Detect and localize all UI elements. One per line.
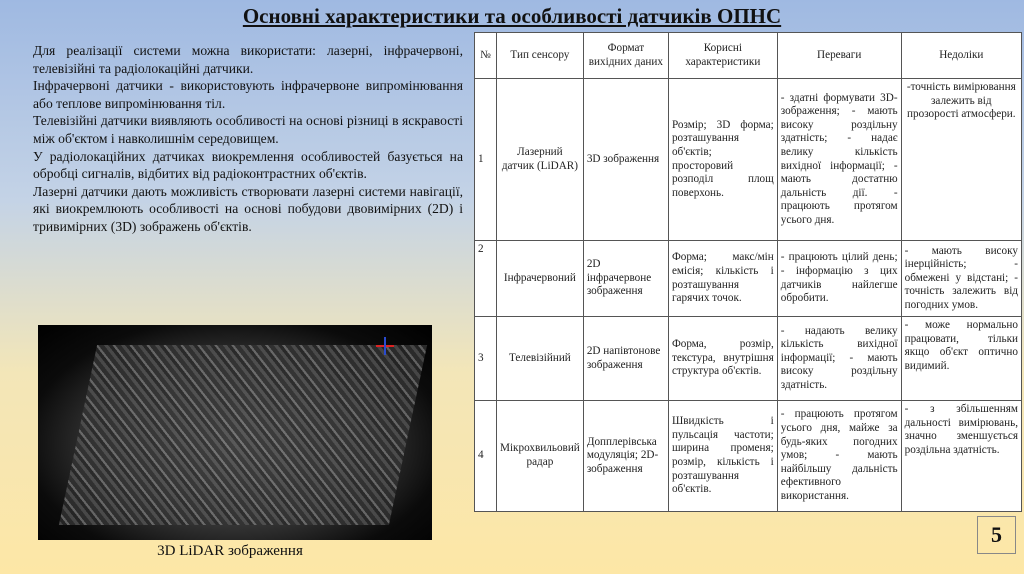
cell-advantages: - надають велику кількість вихідної інформації; - мають високу роздільну здатність. <box>777 317 901 401</box>
cell-number: 2 <box>475 241 497 317</box>
slide-title: Основні характеристики та особливості датчиків ОПНС <box>242 4 782 28</box>
cell-type: Мікрохвильовий радар <box>497 401 584 512</box>
header-advantages: Переваги <box>777 33 901 79</box>
header-format: Формат вихідних даних <box>583 33 668 79</box>
cell-format: 3D зображення <box>583 79 668 241</box>
cell-disadvantages: - мають високу інерційність; - обмежені у відстані; - точність залежить від погодних умов. <box>901 241 1021 317</box>
paragraph: Лазерні датчики дають можливість створювати лазерні системи навігації, які виокремлюють особливості на основі побудови двовимірних (2D) і тривимірних (3D) зображень об'єктів. <box>33 183 463 234</box>
paragraph: Телевізійні датчики виявляють особливості на основі різниці в яскравості між об'єктом і навколишнім середовищем. <box>33 113 463 146</box>
sensor-table <box>474 32 1022 512</box>
cell-disadvantages: - може нормально працювати, тільки якщо об'єкт оптично видимий. <box>901 317 1021 401</box>
cell-number: 1 <box>475 79 497 241</box>
cell-format: Допплерівська модуляція; 2D-зображення <box>583 401 668 512</box>
paragraph: Для реалізації системи можна використати: лазерні, інфрачервоні, телевізійні та радіолокаційні датчики. <box>33 43 463 76</box>
table-row <box>475 79 1022 241</box>
cell-features: Форма, розмір, текстура, внутрішня структура об'єктів. <box>668 317 777 401</box>
cell-features: Форма; макс/мін емісія; кількість і розташування гарячих точок. <box>668 241 777 317</box>
cell-type: Лазерний датчик (LiDAR) <box>497 79 584 241</box>
paragraph: У радіолокаційних датчиках виокремлення особливостей базується на обробці сигналів, відбитих від радіоконтрастних об'єктів. <box>33 148 463 182</box>
header-type: Тип сенсору <box>497 33 584 79</box>
cell-advantages: - здатні формувати 3D-зображення; - мають високу роздільну здатність; - надає велику кількість вихідної інформації; - мають достатню дальність дії. - працюють протягом усього дня. <box>777 79 901 241</box>
cell-type: Інфрачервоний <box>497 241 584 317</box>
table-row <box>475 401 1022 512</box>
image-caption: 3D LiDAR зображення <box>157 543 303 559</box>
cell-format: 2D інфрачервоне зображення <box>583 241 668 317</box>
cell-disadvantages: -точність вимірювання залежить від прозорості атмосфери. <box>901 79 1021 241</box>
header-features: Корисні характеристики <box>668 33 777 79</box>
header-disadvantages: Недоліки <box>901 33 1021 79</box>
cell-number: 4 <box>475 401 497 512</box>
description-text <box>33 42 463 236</box>
page-number: 5 <box>977 516 1016 554</box>
cell-features: Швидкість і пульсація частоти; ширина променя; розмір, кількість і розташування об'єктів. <box>668 401 777 512</box>
cell-advantages: - працюють цілий день; - інформацію з цих датчиків найлегше обробити. <box>777 241 901 317</box>
axis-y-icon <box>384 337 386 355</box>
cell-features: Розмір; 3D форма; розташування об'єктів; просторовий розподіл площ поверхонь. <box>668 79 777 241</box>
table-row <box>475 317 1022 401</box>
cell-disadvantages: - з збільшенням дальності вимірювань, значно зменшується роздільна здатність. <box>901 401 1021 512</box>
cell-number: 3 <box>475 317 497 401</box>
lidar-image <box>38 325 432 540</box>
lidar-terrain <box>59 345 427 525</box>
cell-advantages: - працюють протягом усього дня, майже за будь-яких погодних умов; - мають найбільшу дальність ефективного використання. <box>777 401 901 512</box>
cell-type: Телевізійний <box>497 317 584 401</box>
cell-format: 2D напівтонове зображення <box>583 317 668 401</box>
table-row <box>475 241 1022 317</box>
header-number: № <box>475 33 497 79</box>
paragraph: Інфрачервоні датчики - використовують інфрачервоне випромінювання або теплове випромінювання тіл. <box>33 78 463 111</box>
table-header-row <box>475 33 1022 79</box>
